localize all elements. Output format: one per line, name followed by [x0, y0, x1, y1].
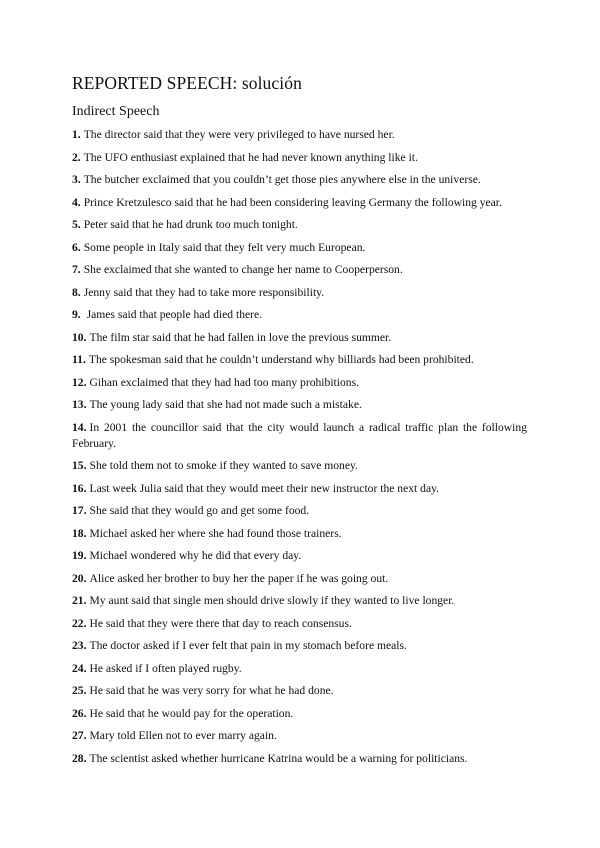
list-item	[72, 330, 527, 346]
item-number: 22.	[72, 616, 87, 630]
item-number: 6.	[72, 240, 81, 254]
item-text: He said that he was very sorry for what he had done.	[89, 684, 334, 697]
item-text: The young lady said that she had not made such a mistake.	[89, 398, 362, 411]
list-item	[72, 616, 527, 632]
list-item	[72, 262, 527, 278]
item-number: 25.	[72, 684, 87, 697]
list-item	[72, 240, 527, 256]
item-text: Michael asked her where she had found those trainers.	[89, 526, 342, 540]
item-text: Gihan exclaimed that they had had too many prohibitions.	[89, 375, 359, 389]
list-item	[72, 420, 527, 452]
section-subtitle: Indirect Speech	[72, 104, 160, 119]
list-item	[72, 706, 527, 722]
item-text: The scientist asked whether hurricane Katrina would be a warning for politicians.	[89, 751, 468, 765]
item-text: Alice asked her brother to buy her the paper if he was going out.	[89, 571, 389, 585]
list-item	[72, 458, 527, 474]
item-number: 8.	[72, 285, 81, 299]
item-number: 11.	[72, 353, 86, 366]
item-number: 16.	[72, 481, 87, 495]
list-item	[72, 172, 527, 188]
item-text: Peter said that he had drunk too much tonight.	[83, 218, 298, 231]
item-number: 18.	[72, 526, 87, 540]
item-text: Michael wondered why he did that every day.	[89, 549, 302, 562]
item-number: 13.	[72, 398, 87, 411]
item-number: 23.	[72, 639, 87, 652]
list-item	[72, 217, 527, 233]
item-text: The director said that they were very privileged to have nursed her.	[83, 128, 395, 141]
item-text: She said that they would go and get some food.	[89, 504, 310, 517]
list-item	[72, 571, 527, 587]
item-text: The spokesman said that he couldn’t understand why billiards had been prohibited.	[88, 353, 474, 366]
list-item	[72, 593, 527, 609]
item-text: The doctor asked if I ever felt that pain in my stomach before meals.	[89, 639, 407, 652]
item-text: She exclaimed that she wanted to change her name to Cooperperson.	[83, 263, 403, 276]
item-text: The film star said that he had fallen in love the previous summer.	[89, 330, 392, 344]
item-number: 12.	[72, 375, 87, 389]
item-text: Jenny said that they had to take more responsibility.	[83, 285, 325, 299]
item-number: 20.	[72, 571, 87, 585]
item-number: 14.	[72, 420, 87, 434]
page-title: REPORTED SPEECH: solución	[72, 73, 302, 93]
item-text: Mary told Ellen not to ever marry again.	[89, 729, 277, 742]
item-text: James said that people had died there.	[83, 308, 263, 321]
item-text: She told them not to smoke if they wanted to save money.	[89, 459, 358, 472]
item-number: 10.	[72, 330, 87, 344]
item-text: The butcher exclaimed that you couldn’t get those pies anywhere else in the universe.	[83, 173, 481, 186]
item-number: 24.	[72, 661, 87, 675]
list-item	[72, 285, 527, 301]
item-number: 27.	[72, 729, 87, 742]
list-item	[72, 751, 527, 767]
item-number: 17.	[72, 504, 87, 517]
list-item	[72, 661, 527, 677]
list-item	[72, 307, 527, 323]
item-number: 15.	[72, 459, 87, 472]
list-item	[72, 638, 527, 654]
list-item	[72, 195, 527, 211]
item-text: My aunt said that single men should drive slowly if they wanted to live longer.	[89, 594, 455, 607]
item-number: 21.	[72, 594, 87, 607]
list-item	[72, 397, 527, 413]
item-text: The UFO enthusiast explained that he had never known anything like it.	[83, 150, 418, 164]
list-item	[72, 150, 527, 166]
item-number: 26.	[72, 706, 87, 720]
item-number: 2.	[72, 150, 81, 164]
answer-list	[72, 127, 527, 773]
item-text: He said that he would pay for the operation.	[89, 706, 294, 720]
item-number: 4.	[72, 195, 81, 209]
list-item	[72, 352, 527, 368]
item-text: Last week Julia said that they would meet their new instructor the next day.	[89, 481, 440, 495]
item-number: 28.	[72, 751, 87, 765]
item-number: 19.	[72, 549, 87, 562]
item-text: Some people in Italy said that they felt very much European.	[83, 240, 366, 254]
list-item	[72, 548, 527, 564]
item-number: 7.	[72, 263, 81, 276]
list-item	[72, 481, 527, 497]
item-number: 5.	[72, 218, 81, 231]
item-number: 3.	[72, 173, 81, 186]
item-text: He said that they were there that day to reach consensus.	[89, 616, 352, 630]
item-text: Prince Kretzulesco said that he had been considering leaving Germany the following year.	[83, 195, 502, 209]
list-item	[72, 683, 527, 699]
item-text: In 2001 the councillor said that the city would launch a radical traffic plan the following February.	[72, 420, 527, 450]
list-item	[72, 503, 527, 519]
item-number: 9.	[72, 308, 81, 321]
item-text: He asked if I often played rugby.	[89, 661, 242, 675]
list-item	[72, 127, 527, 143]
list-item	[72, 375, 527, 391]
list-item	[72, 728, 527, 744]
item-number: 1.	[72, 128, 81, 141]
list-item	[72, 526, 527, 542]
